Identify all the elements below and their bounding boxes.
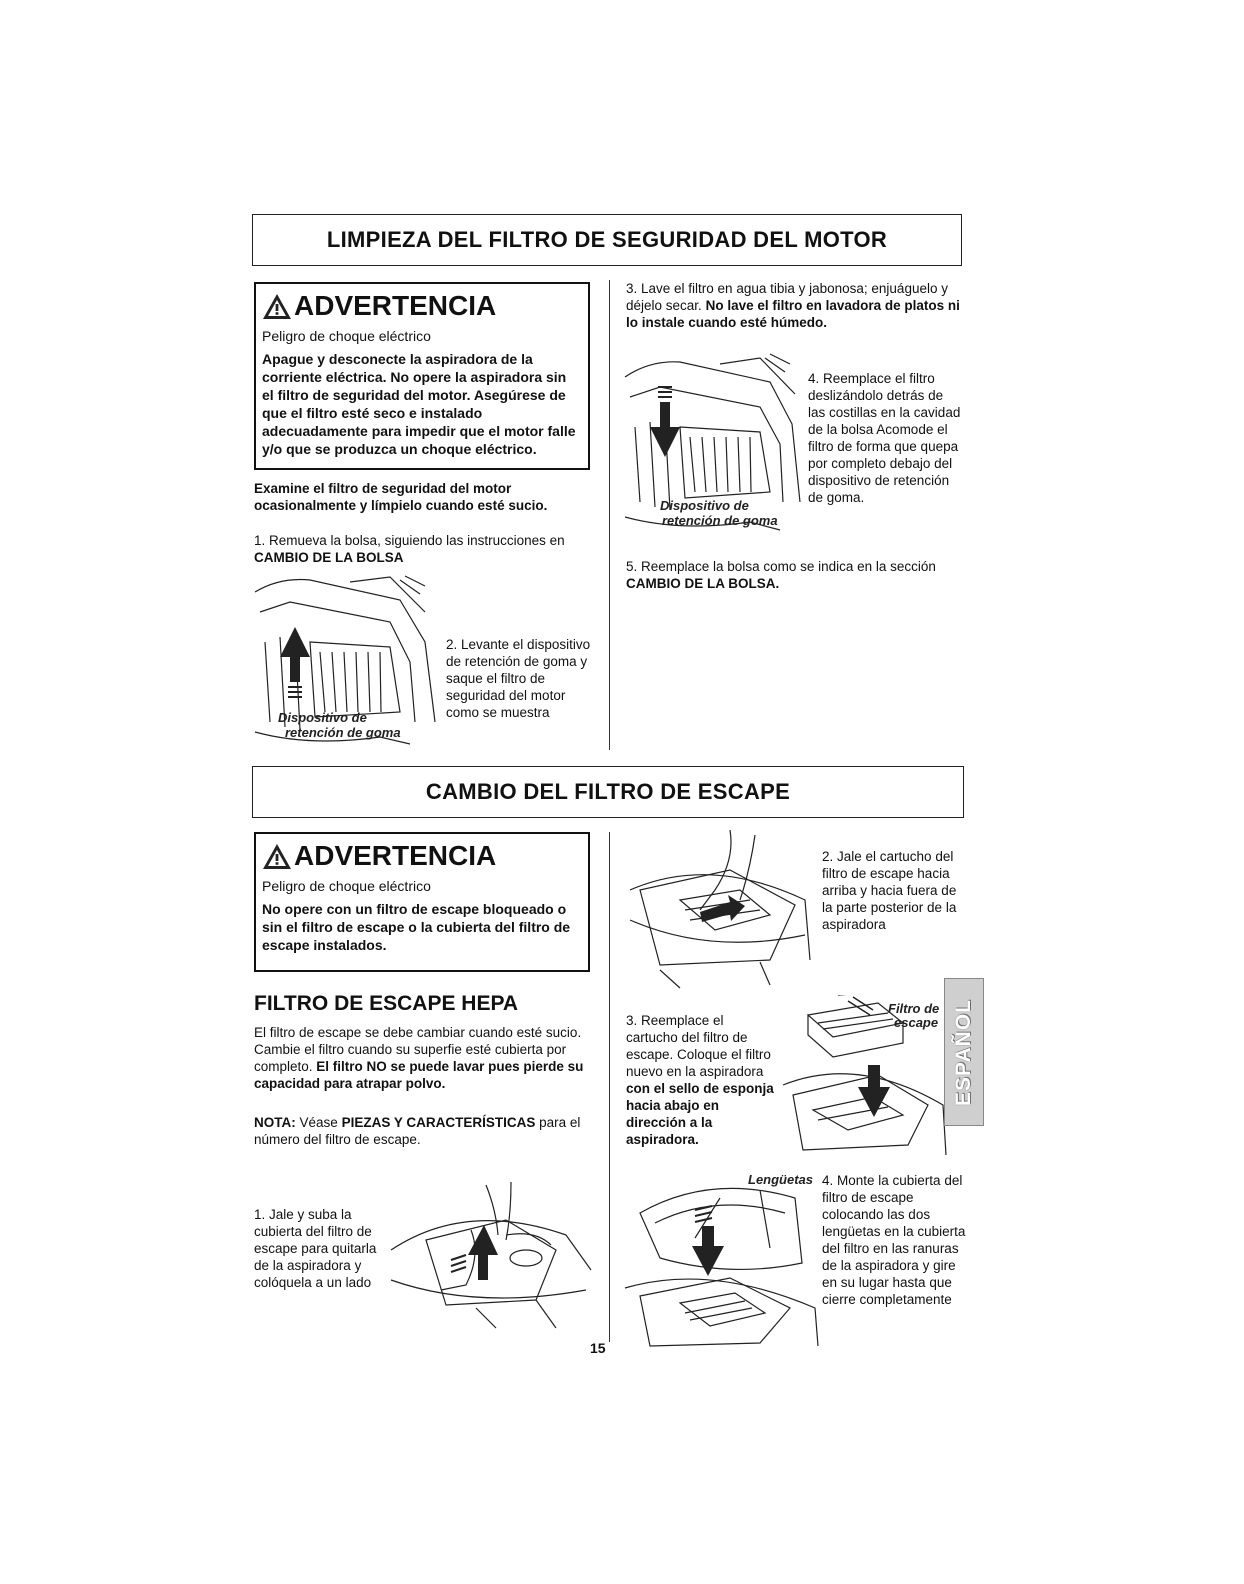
warning-body-2: No opere con un filtro de escape bloqueado o sin el filtro de escape o la cubierta del filtro de escape instalados. — [262, 901, 571, 953]
exhaust-step4-text: 4. Monte la cubierta del filtro de escape colocando las dos lengüetas en la cubierta del filtro en las ranuras de la aspiradora y gire en su lugar hasta que cierre completamente — [822, 1173, 966, 1307]
callout-retainer-line1-b: Dispositivo de — [660, 498, 749, 513]
illustration-pull-cartridge — [620, 830, 815, 990]
note-text: NOTA: Véase PIEZAS Y CARACTERÍSTICAS para el número del filtro de escape. — [254, 1115, 581, 1147]
warning-box-motor — [254, 282, 590, 470]
language-tab-espanol: ESPAÑOL — [944, 978, 984, 1126]
warning-subtitle-2: Peligro de choque eléctrico — [262, 878, 431, 894]
callout-retainer-line1: Dispositivo de — [278, 710, 367, 725]
callout-filter-line2: escape — [894, 1015, 939, 1030]
hepa-heading: FILTRO DE ESCAPE HEPA — [254, 992, 519, 1015]
callout-retainer-line2-b: retención de goma — [662, 513, 778, 528]
exhaust-step1-text: 1. Jale y suba la cubierta del filtro de escape para quitarla de la aspiradora y colóquela a un lado — [254, 1207, 377, 1290]
warning-heading: ADVERTENCIA — [262, 290, 580, 322]
section-title-exhaust-filter: CAMBIO DEL FILTRO DE ESCAPE — [252, 766, 964, 818]
step4-text: 4. Reemplace el filtro deslizándolo detrás de las costillas en la cavidad de la bolsa Acomode el filtro de forma que quepa por completo debajo del dispositivo de retención de goma. — [808, 371, 961, 505]
warning-triangle-icon — [262, 843, 292, 870]
step5-text: 5. Reemplace la bolsa como se indica en la sección CAMBIO DE LA BOLSA. — [626, 559, 936, 591]
exhaust-step3-text: 3. Reemplace el cartucho del filtro de escape. Coloque el filtro nuevo en la aspiradora con el sello de esponja hacia abajo en dirección a la aspiradora. — [626, 1013, 774, 1147]
step2-text: 2. Levante el dispositivo de retención de goma y saque el filtro de seguridad del motor como se muestra — [446, 637, 591, 720]
page-number: 15 — [590, 1340, 606, 1356]
section-title-motor-filter: LIMPIEZA DEL FILTRO DE SEGURIDAD DEL MOTOR — [252, 214, 962, 266]
column-divider-1 — [609, 280, 610, 750]
illustration-replace-cartridge — [778, 995, 948, 1160]
callout-filter-line1: Filtro de — [888, 1001, 940, 1016]
illustration-replace-motor-filter — [620, 352, 810, 537]
warning-heading-2: ADVERTENCIA — [262, 840, 580, 872]
step3-text: 3. Lave el filtro en agua tibia y jabonosa; enjuáguelo y déjelo secar. No lave el filtro en lavadora de platos ni lo instale cuando esté húmedo. — [626, 281, 960, 330]
exhaust-step2-text: 2. Jale el cartucho del filtro de escape hacia arriba y hacia fuera de la parte posterior de la aspiradora — [822, 849, 957, 932]
warning-triangle-icon — [262, 293, 292, 320]
callout-retainer-line2: retención de goma — [285, 725, 401, 740]
step1-text: 1. Remueva la bolsa, siguiendo las instrucciones en CAMBIO DE LA BOLSA — [254, 533, 565, 565]
callout-tabs: Lengüetas — [748, 1172, 814, 1187]
intro-text: Examine el filtro de seguridad del motor ocasionalmente y límpielo cuando esté sucio. — [254, 481, 548, 513]
illustration-remove-motor-filter — [250, 572, 445, 750]
warning-body: Apague y desconecte la aspiradora de la corriente eléctrica. No opere la aspiradora sin el filtro de seguridad del motor. Asegúrese de que el filtro esté seco e instalado adecuadamente para impedir que el motor falle y/o que se produzca un choque eléctrico. — [262, 351, 576, 457]
illustration-remove-exhaust-cover — [386, 1180, 596, 1330]
hepa-paragraph: El filtro de escape se debe cambiar cuando esté sucio. Cambie el filtro cuando su superfie esté cubierta por completo. El filtro NO se puede lavar pues pierde su capacidad para atrapar polvo. — [254, 1025, 584, 1091]
column-divider-2 — [609, 832, 610, 1342]
warning-subtitle: Peligro de choque eléctrico — [262, 328, 431, 344]
illustration-mount-cover — [620, 1168, 820, 1348]
warning-box-exhaust — [254, 832, 590, 972]
